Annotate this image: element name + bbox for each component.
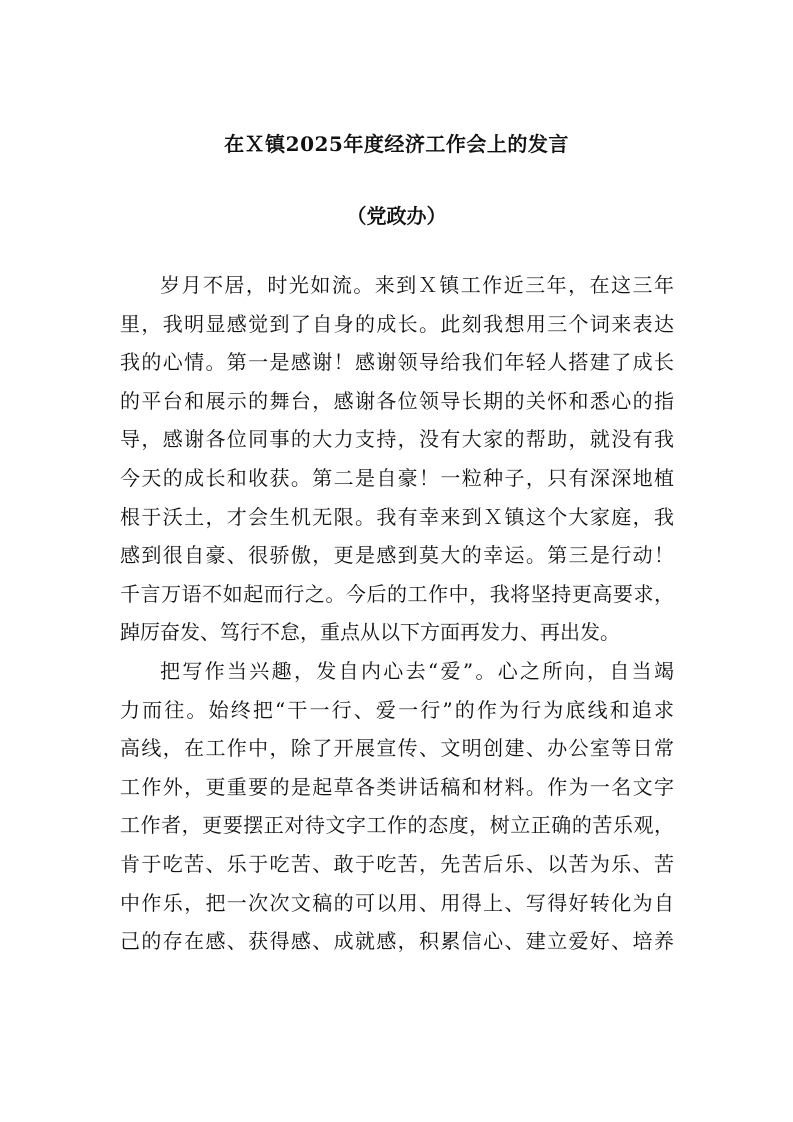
paragraph-line: 里，我明显感觉到了自身的成长。此刻我想用三个词来表达 [120, 311, 674, 336]
paragraph-line: 工作外，更重要的是起草各类讲话稿和材料。作为一名文字 [120, 774, 674, 799]
paragraph-line: 己的存在感、获得感、成就感，积累信心、建立爱好、培养 [120, 929, 674, 954]
document-title: 在Ｘ镇2025年度经济工作会上的发言 [224, 132, 569, 156]
paragraph-line: 千言万语不如起而行之。今后的工作中，我将坚持更高要求， [120, 581, 674, 606]
paragraph-line: 力而往。始终把“干一行、爱一行”的作为行为底线和追求 [120, 697, 674, 722]
paragraph-line: 根于沃土，才会生机无限。我有幸来到Ｘ镇这个大家庭，我 [120, 504, 674, 529]
paragraph [120, 266, 674, 652]
paragraph [120, 652, 674, 961]
paragraph-line: 把写作当兴趣，发自内心去“爱”。心之所向，自当竭 [160, 658, 674, 683]
paragraph-line: 感到很自豪、很骄傲，更是感到莫大的幸运。第三是行动！ [120, 543, 674, 568]
paragraph-line: 今天的成长和收获。第二是自豪！一粒种子，只有深深地植 [120, 465, 674, 490]
paragraph-line: 的平台和展示的舞台，感谢各位领导长期的关怀和悉心的指 [120, 388, 674, 413]
paragraph-line: 踔厉奋发、笃行不怠，重点从以下方面再发力、再出发。 [120, 620, 620, 645]
paragraph-line: 岁月不居，时光如流。来到Ｘ镇工作近三年，在这三年 [160, 273, 674, 297]
paragraph-line: 肯于吃苦、乐于吃苦、敢于吃苦，先苦后乐、以苦为乐、苦 [120, 851, 674, 876]
document-body [120, 266, 674, 961]
paragraph-line: 导，感谢各位同事的大力支持，没有大家的帮助，就没有我 [120, 427, 674, 452]
paragraph-line: 高线，在工作中，除了开展宣传、文明创建、办公室等日常 [120, 736, 674, 761]
paragraph-line: 我的心情。第一是感谢！感谢领导给我们年轻人搭建了成长 [120, 350, 674, 375]
paragraph-line: 中作乐，把一次次文稿的可以用、用得上、写得好转化为自 [120, 890, 674, 915]
document-subtitle: （党政办） [346, 204, 447, 228]
paragraph-line: 工作者，更要摆正对待文字工作的态度，树立正确的苦乐观， [120, 813, 674, 838]
